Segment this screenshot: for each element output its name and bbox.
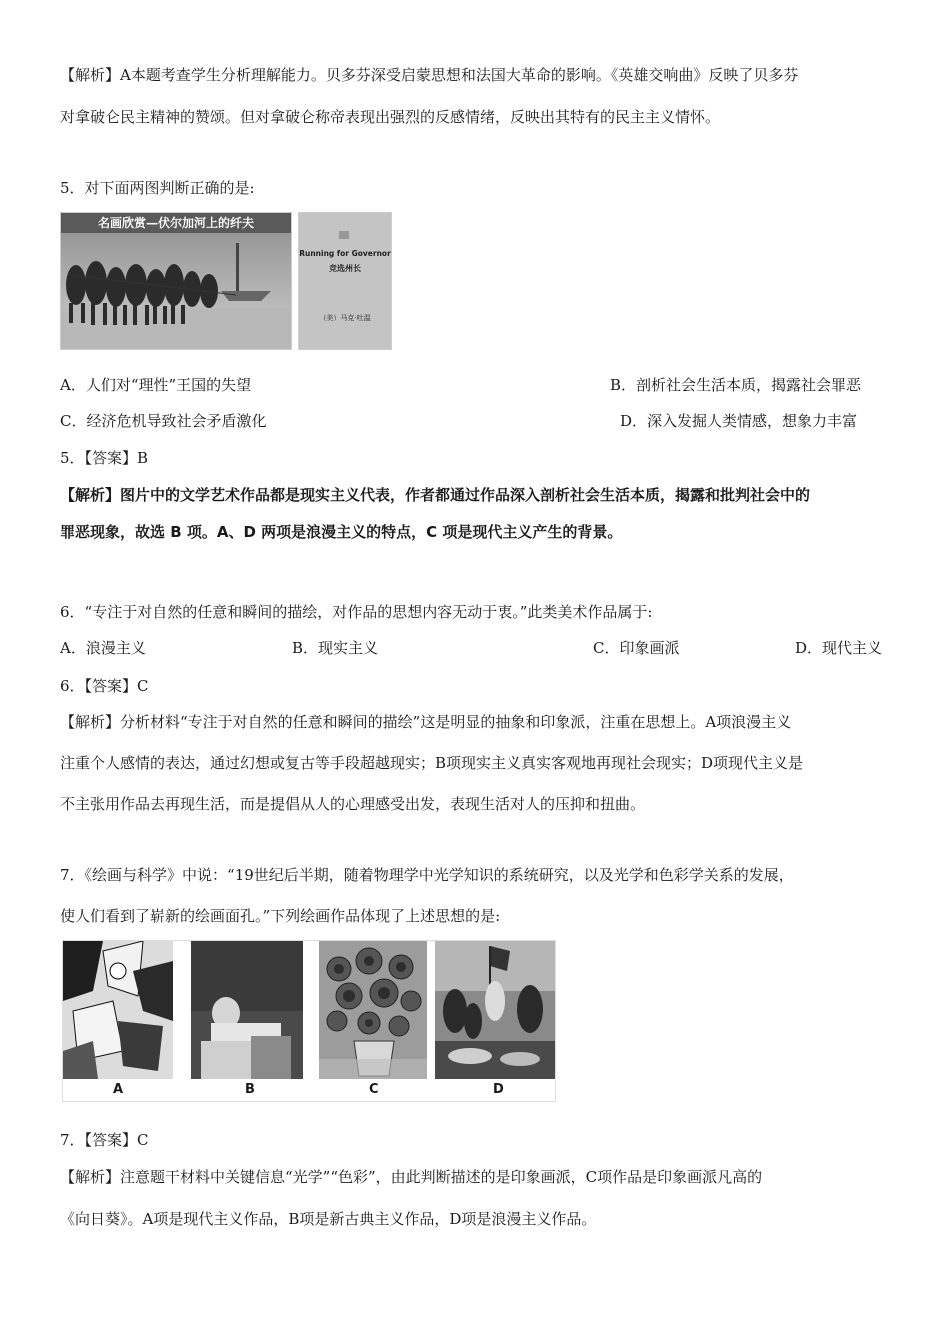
q5-option-d: D．深入发掘人类情感，想象力丰富	[620, 412, 858, 430]
q6-option-d: D．现代主义	[795, 639, 883, 657]
q5-stem: 5．对下面两图判断正确的是:	[60, 179, 255, 197]
q4-analysis-line2: 对拿破仑民主精神的赞颂。但对拿破仑称帝表现出强烈的反感情绪，反映出其特有的民主主义情怀。	[60, 108, 721, 126]
q5-analysis-line2: 罪恶现象，故选 B 项。A、D 两项是浪漫主义的特点，C 项是现代主义产生的背景。	[60, 523, 623, 541]
q5-option-a: A．人们对“理性”王国的失望	[60, 376, 252, 394]
painting-a	[63, 941, 173, 1079]
painting-a-label: A	[113, 1082, 124, 1097]
q7-analysis-line1: 【解析】注意题干材料中关键信息“光学”“色彩”，由此判断描述的是印象画派，C项作品是印象画派凡高的	[60, 1168, 763, 1186]
book-author: （美）马克·吐温	[319, 314, 371, 322]
painting-d-label: D	[493, 1082, 504, 1097]
painting-c-sunflowers	[319, 941, 427, 1079]
q7-analysis-line2: 《向日葵》。A项是现代主义作品，B项是新古典主义作品，D项是浪漫主义作品。	[60, 1210, 597, 1228]
book-title-en: Running for Governor	[299, 249, 391, 258]
q7-answer: 7．【答案】C	[60, 1131, 149, 1149]
publisher-logo-icon	[339, 231, 349, 239]
q5-analysis-line1: 【解析】图片中的文学艺术作品都是现实主义代表，作者都通过作品深入剖析社会生活本质，揭露和批判社会中的	[60, 486, 811, 504]
q6-option-a: A．浪漫主义	[60, 639, 146, 657]
q7-stem-line1: 7．《绘画与科学》中说：“19世纪后半期，随着物理学中光学知识的系统研究，以及光学和色彩学关系的发展，	[60, 866, 794, 884]
q5-option-b: B．剖析社会生活本质，揭露社会罪恶	[610, 376, 862, 394]
painting-b-label: B	[245, 1082, 255, 1097]
q6-answer: 6．【答案】C	[60, 677, 149, 695]
running-for-governor-book	[298, 212, 392, 350]
q6-analysis-line1: 【解析】分析材料“专注于对自然的任意和瞬间的描绘”这是明显的抽象和印象派，注重在思想上。A项浪漫主义	[60, 713, 792, 731]
q7-paintings-strip	[62, 940, 556, 1102]
q6-analysis-line3: 不主张用作品去再现生活，而是提倡从人的心理感受出发，表现生活对人的压抑和扭曲。	[60, 795, 646, 813]
painting-d	[435, 941, 555, 1079]
painting-caption: 名画欣赏—伏尔加河上的纤夫	[97, 216, 254, 230]
painting-b	[191, 941, 303, 1079]
q6-analysis-line2: 注重个人感情的表达，通过幻想或复古等手段超越现实；B项现实主义真实客观地再现社会现实；D项现代主义是	[60, 754, 804, 772]
q6-option-b: B．现实主义	[292, 639, 379, 657]
book-title-cn: 竞选州长	[329, 264, 361, 273]
volga-boatmen-painting	[60, 212, 292, 350]
painting-c-label: C	[369, 1082, 379, 1097]
q5-option-c: C．经济危机导致社会矛盾激化	[60, 412, 267, 430]
q6-stem: 6．“专注于对自然的任意和瞬间的描绘，对作品的思想内容无动于衷。”此类美术作品属于:	[60, 603, 653, 621]
q7-stem-line2: 使人们看到了崭新的绘画面孔。”下列绘画作品体现了上述思想的是:	[60, 907, 501, 925]
q5-answer: 5．【答案】B	[60, 449, 149, 467]
q4-analysis-line1: 【解析】A本题考查学生分析理解能力。贝多芬深受启蒙思想和法国大革命的影响。《英雄交响曲》反映了贝多芬	[60, 66, 799, 84]
q6-option-c: C．印象画派	[593, 639, 680, 657]
